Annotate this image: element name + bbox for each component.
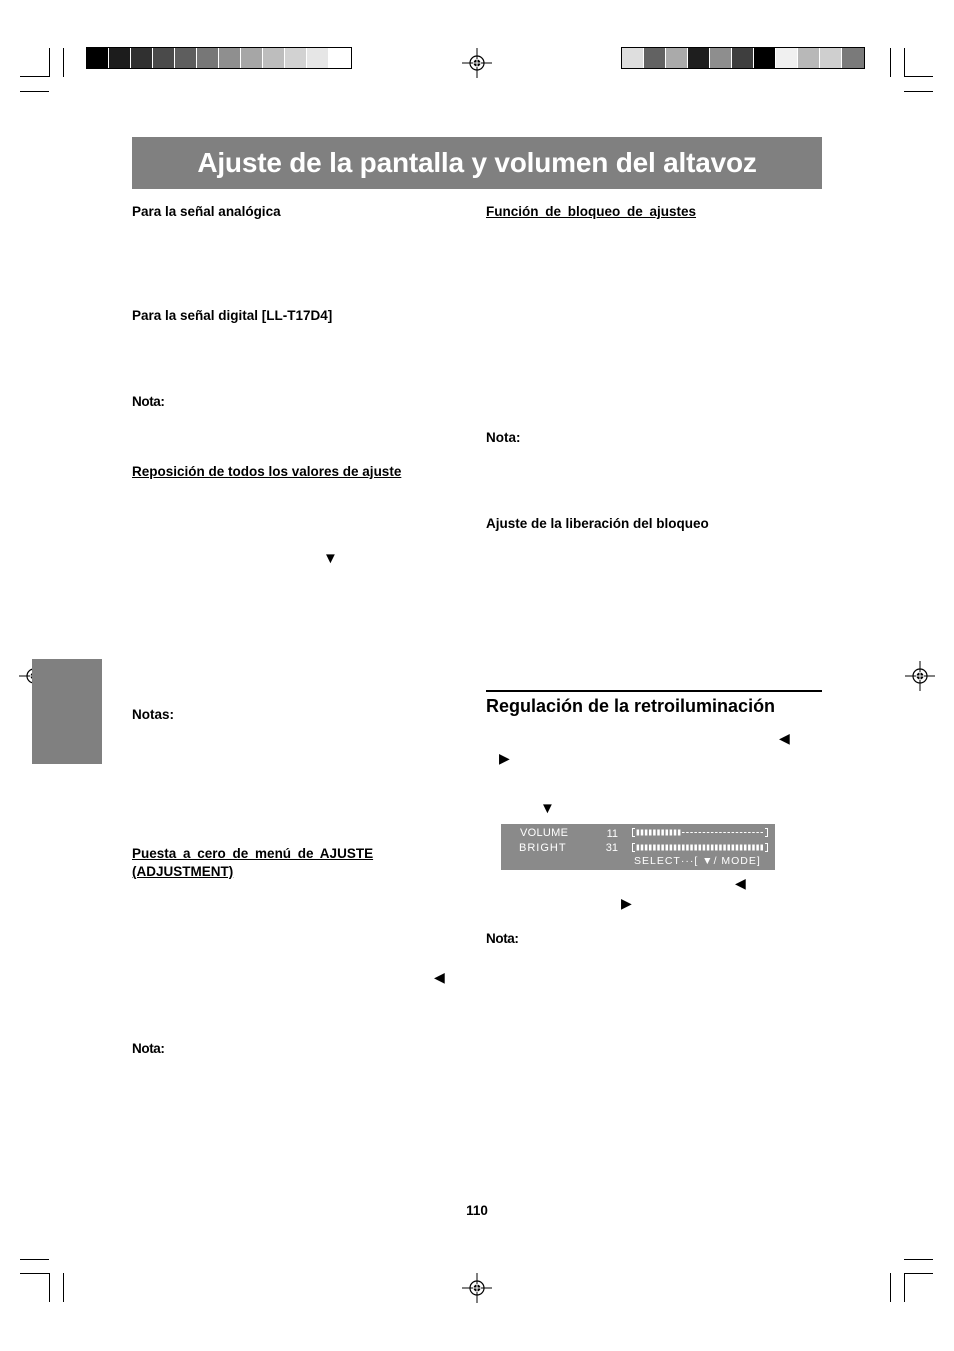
bar-segment [707, 832, 710, 833]
crop-mark [49, 1273, 50, 1302]
crop-mark [20, 1273, 49, 1274]
color-swatch [688, 48, 710, 68]
bar-segment [657, 830, 660, 836]
crop-mark [49, 48, 50, 77]
down-arrow-icon: ▼ [323, 550, 338, 567]
color-swatch [732, 48, 754, 68]
down-arrow-icon: ▼ [540, 800, 555, 817]
color-swatch [219, 48, 241, 68]
bar-segment [666, 845, 669, 851]
adjustment-reset-heading-line2: (ADJUSTMENT) [132, 864, 234, 879]
bar-segment [649, 830, 652, 836]
page-title: Ajuste de la pantalla y volumen del altavoz [132, 137, 822, 189]
section-divider [486, 690, 822, 692]
osd-volume-bar [632, 828, 768, 837]
bar-segment [686, 832, 689, 833]
bar-segment [732, 832, 735, 833]
bar-segment [748, 845, 751, 851]
color-swatch [153, 48, 175, 68]
bar-segment [760, 845, 763, 851]
unlock-heading: Ajuste de la liberación del bloqueo [486, 516, 709, 531]
crop-mark [904, 76, 933, 77]
registration-mark-icon [462, 48, 492, 78]
bar-bracket [765, 829, 768, 837]
section-side-tab [32, 659, 102, 764]
bar-segment [756, 845, 759, 851]
bar-segment [719, 845, 722, 851]
bar-segment [690, 845, 693, 851]
bar-segment [760, 832, 763, 833]
bar-segment [666, 830, 669, 836]
bar-segment [678, 845, 681, 851]
bar-segment [736, 845, 739, 851]
bar-segment [740, 845, 743, 851]
crop-mark [890, 48, 891, 77]
left-arrow-icon: ◀ [434, 969, 445, 985]
color-calibration-bar [621, 47, 865, 69]
color-swatch [197, 48, 219, 68]
bar-segment [641, 845, 644, 851]
color-swatch [622, 48, 644, 68]
registration-mark-icon [905, 661, 935, 691]
crop-mark [20, 91, 49, 92]
bar-segment [727, 845, 730, 851]
left-arrow-icon: ◀ [735, 875, 746, 891]
color-swatch [644, 48, 666, 68]
bar-segment [752, 832, 755, 833]
backlight-heading: Regulación de la retroiluminación [486, 696, 776, 716]
osd-volume-value: 11 [606, 828, 618, 840]
adjustment-reset-heading-line1: Puesta a cero de menú de AJUSTE [132, 846, 374, 861]
bar-segment [715, 832, 718, 833]
color-swatch [666, 48, 688, 68]
bar-bracket [633, 829, 636, 837]
bar-segment [661, 845, 664, 851]
bar-segment [732, 845, 735, 851]
bar-segment [641, 830, 644, 836]
bar-segment [740, 832, 743, 833]
bar-segment [682, 845, 685, 851]
osd-bright-bar [632, 843, 768, 852]
bar-segment [678, 830, 681, 836]
note-label: Nota: [132, 394, 165, 409]
bar-segment [727, 832, 730, 833]
digital-signal-heading: Para la señal digital [LL-T17D4] [132, 308, 333, 323]
crop-mark [63, 1273, 64, 1302]
lock-function-heading: Función de bloqueo de ajustes [486, 204, 697, 219]
crop-mark [904, 1259, 933, 1260]
bar-segment [756, 832, 759, 833]
bar-segment [715, 845, 718, 851]
bar-segment [653, 830, 656, 836]
bar-segment [674, 830, 677, 836]
crop-mark [904, 1273, 905, 1302]
color-swatch [241, 48, 263, 68]
notes-label: Notas: [132, 707, 175, 722]
note-label: Nota: [486, 430, 521, 445]
bar-segment [690, 832, 693, 833]
bar-segment [649, 845, 652, 851]
color-swatch [710, 48, 732, 68]
bar-segment [699, 832, 702, 833]
crop-mark [904, 91, 933, 92]
crop-mark [63, 48, 64, 77]
page-number: 110 [466, 1203, 488, 1218]
color-swatch [109, 48, 131, 68]
bar-segment [657, 845, 660, 851]
bar-segment [637, 830, 640, 836]
color-swatch [175, 48, 197, 68]
osd-bright-value: 31 [605, 842, 618, 854]
osd-select-hint: SELECT···[ ▼/ MODE] [634, 855, 761, 867]
bar-segment [637, 845, 640, 851]
crop-mark [890, 1273, 891, 1302]
osd-volume-label: VOLUME [520, 827, 569, 839]
color-swatch [820, 48, 842, 68]
analog-signal-heading: Para la señal analógica [132, 204, 281, 219]
bar-segment [719, 832, 722, 833]
bar-bracket [633, 844, 636, 852]
bar-segment [744, 832, 747, 833]
crop-mark [20, 76, 49, 77]
color-swatch [307, 48, 329, 68]
right-arrow-icon: ▶ [621, 895, 632, 911]
bar-segment [744, 845, 747, 851]
color-swatch [776, 48, 798, 68]
bar-segment [748, 832, 751, 833]
bar-segment [707, 845, 710, 851]
color-swatch [285, 48, 307, 68]
left-arrow-icon: ◀ [779, 730, 790, 746]
bar-segment [670, 845, 673, 851]
osd-menu-panel [501, 824, 775, 870]
crop-mark [904, 1273, 933, 1274]
color-swatch [87, 48, 109, 68]
bar-segment [694, 832, 697, 833]
color-swatch [263, 48, 285, 68]
right-arrow-icon: ▶ [499, 750, 510, 766]
crop-mark [20, 1259, 49, 1260]
bar-segment [645, 830, 648, 836]
bar-segment [694, 845, 697, 851]
bar-segment [752, 845, 755, 851]
note-label: Nota: [132, 1041, 165, 1056]
color-swatch [798, 48, 820, 68]
bar-segment [661, 830, 664, 836]
osd-bright-label: BRIGHT [519, 842, 567, 854]
bar-segment [723, 832, 726, 833]
color-swatch [842, 48, 864, 68]
bar-segment [703, 845, 706, 851]
bar-segment [670, 830, 673, 836]
reset-all-heading: Reposición de todos los valores de ajuste [132, 464, 402, 479]
color-swatch [329, 48, 351, 68]
bar-segment [711, 845, 714, 851]
note-label: Nota: [486, 931, 519, 946]
color-swatch [131, 48, 153, 68]
bar-segment [686, 845, 689, 851]
color-swatch [754, 48, 776, 68]
bar-segment [699, 845, 702, 851]
bar-segment [682, 832, 685, 833]
bar-segment [653, 845, 656, 851]
bar-segment [723, 845, 726, 851]
crop-mark [904, 48, 905, 77]
bar-bracket [765, 844, 768, 852]
bar-segment [645, 845, 648, 851]
bar-segment [703, 832, 706, 833]
bar-segment [711, 832, 714, 833]
bar-segment [736, 832, 739, 833]
bar-segment [674, 845, 677, 851]
color-calibration-bar [86, 47, 352, 69]
registration-mark-icon [462, 1273, 492, 1303]
